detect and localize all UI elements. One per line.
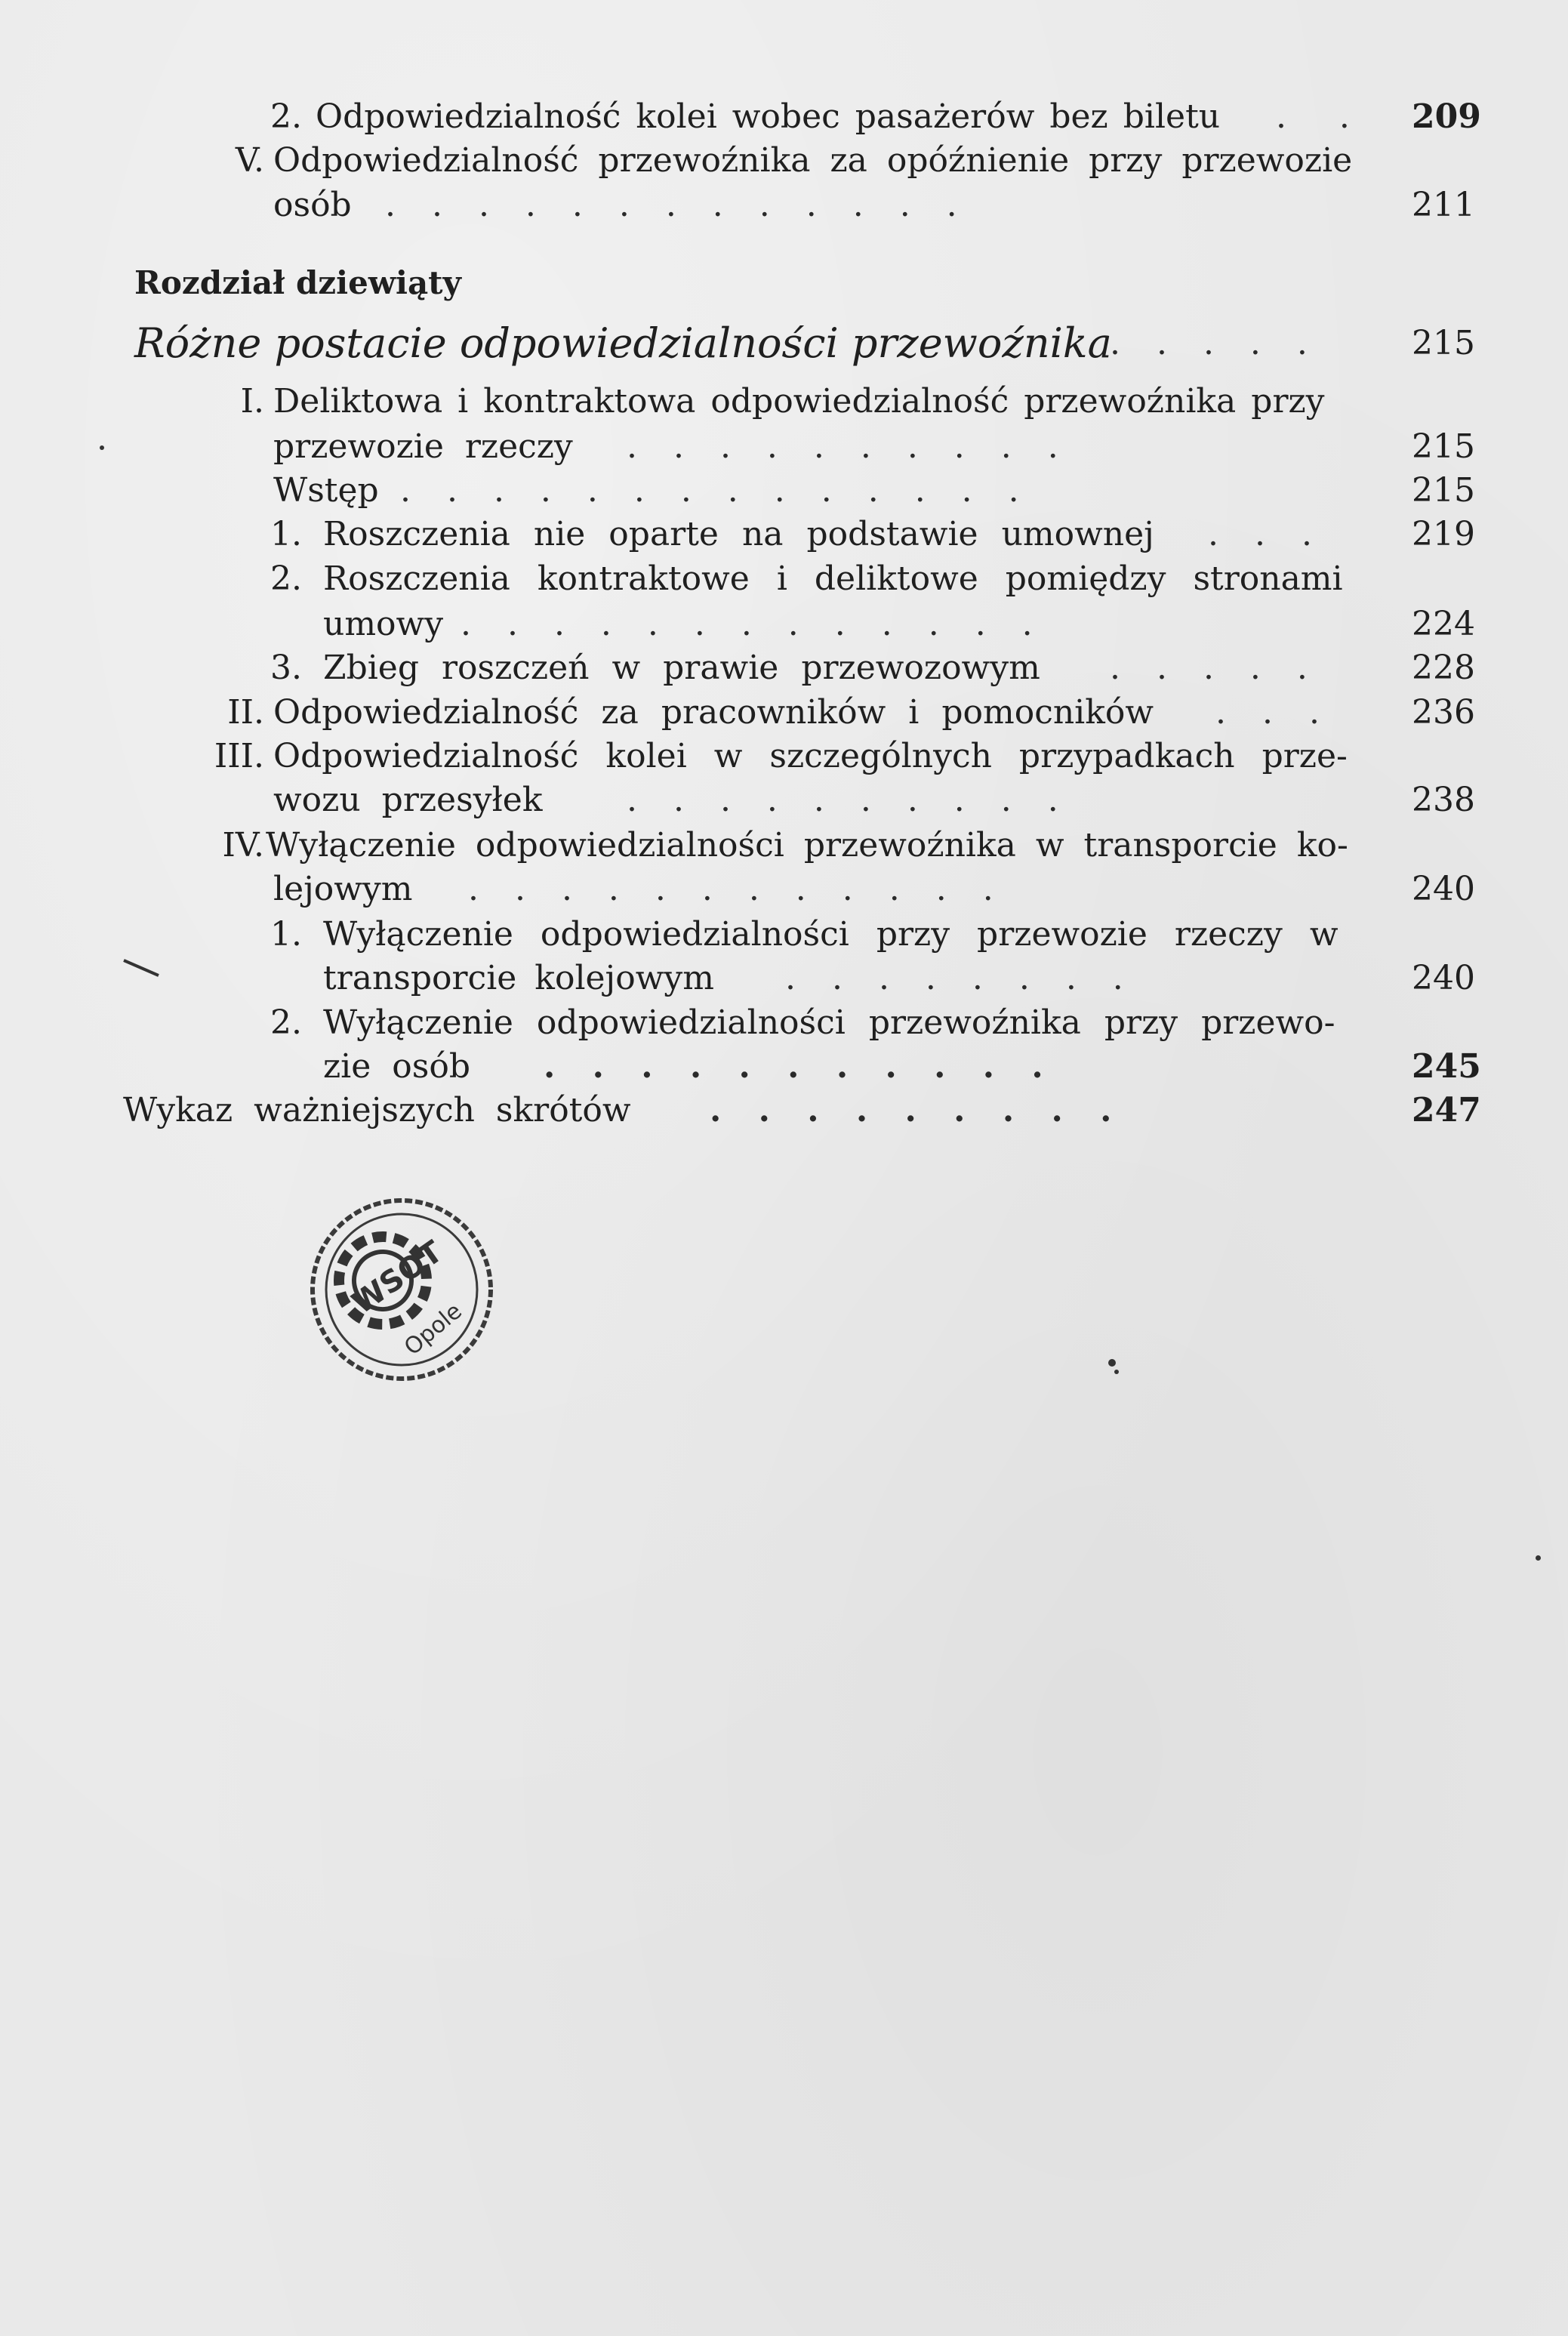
chapter-title: Różne postacie odpowiedzialności przewoźnika [134, 319, 1112, 367]
entry-text-continued: osób [273, 186, 352, 224]
entry-page: 236 [1412, 693, 1475, 732]
leader-dots: . . . . . [1110, 324, 1308, 362]
leader-dots: . . . . . . . . . . . . . . [400, 471, 1019, 510]
entry-text: Zbieg roszczeń w prawie przewozowym [323, 649, 1040, 687]
leader-dots: . . . . . . . . . . . . . [385, 186, 957, 224]
toc-entry [0, 690, 1568, 735]
entry-page: 215 [1412, 427, 1475, 466]
toc-entry [0, 1088, 1568, 1133]
leader-dots: . . . . . . . . . . . . [468, 870, 993, 908]
chapter-page-row [0, 321, 1568, 366]
toc-entry [0, 138, 1568, 183]
entry-page: 219 [1412, 515, 1475, 553]
entry-number: III. [214, 737, 264, 775]
paper-speck [1536, 1555, 1541, 1561]
toc-entry [0, 94, 1568, 140]
entry-page: 224 [1412, 605, 1475, 643]
chapter-label: Rozdział dziewiąty [134, 264, 461, 301]
entry-number: V. [235, 141, 264, 180]
toc-entry-continuation [0, 424, 1568, 470]
entry-text-continued: zie osób [323, 1047, 471, 1086]
entry-number: 2. [270, 97, 302, 136]
entry-text: Wstęp [273, 471, 379, 510]
chapter-page: 215 [1412, 324, 1475, 362]
toc-entry [0, 646, 1568, 691]
entry-text: Roszczenia nie oparte na podstawie umownej [323, 515, 1154, 553]
entry-text: Roszczenia kontraktowe i deliktowe pomiędzy stronami [323, 559, 1343, 598]
leader-dots: . . . . . . . . [785, 959, 1123, 997]
entry-text: Deliktowa i kontraktowa odpowiedzialność przewoźnika przy [273, 382, 1325, 421]
toc-entry [0, 379, 1568, 424]
paper-speck [1108, 1359, 1116, 1367]
toc-entry [0, 823, 1568, 868]
pencil-mark [121, 957, 166, 980]
toc-entry [0, 468, 1568, 513]
entry-text: Wyłączenie odpowiedzialności przewoźnika w transporcie ko- [266, 826, 1348, 864]
leader-dots: . . . [1215, 693, 1320, 732]
entry-number: 2. [270, 1003, 302, 1042]
stamp-text-bottom: Opole [399, 1298, 467, 1361]
leader-dots: . . . . . . . . . . . . . [461, 605, 1033, 643]
toc-entry-continuation [0, 956, 1568, 1001]
toc-entry [0, 512, 1568, 557]
entry-text-continued: wozu przesyłek [273, 781, 543, 819]
leader-dots: . . . . . . . . . . [627, 781, 1058, 819]
entry-page: 209 [1412, 97, 1481, 136]
leader-dots: . . . [1208, 515, 1312, 553]
entry-page: 211 [1412, 186, 1475, 224]
toc-entry-continuation [0, 867, 1568, 912]
entry-text-continued: umowy [323, 605, 444, 643]
entry-page: 245 [1412, 1047, 1481, 1086]
entry-text: Odpowiedzialność kolei wobec pasażerów bez biletu [316, 97, 1221, 136]
entry-number: II. [227, 693, 264, 732]
entry-text-continued: transporcie kolejowym [323, 959, 714, 997]
paper-speck [1114, 1370, 1119, 1374]
entry-number: 1. [270, 915, 302, 954]
entry-number: 2. [270, 559, 302, 598]
stamp-text-top: WSOT [346, 1234, 449, 1321]
entry-number: 3. [270, 649, 302, 687]
entry-page: 240 [1412, 870, 1475, 908]
entry-text: Odpowiedzialność kolei w szczególnych przypadkach prze- [273, 737, 1348, 775]
entry-text: Wyłączenie odpowiedzialności przy przewozie rzeczy w [323, 915, 1338, 954]
entry-page: 228 [1412, 649, 1475, 687]
leader-dots: . . [1276, 97, 1350, 136]
entry-text: Odpowiedzialność przewoźnika za opóźnienie przy przewozie [273, 141, 1353, 180]
leader-dots: . . . . . . . . . [710, 1091, 1112, 1129]
entry-text-continued: lejowym [273, 870, 413, 908]
library-stamp [303, 1191, 500, 1388]
toc-entry [0, 912, 1568, 957]
entry-page: 215 [1412, 471, 1475, 510]
leader-dots: . . . . . . . . . . . [544, 1047, 1043, 1086]
entry-number: IV. [222, 826, 264, 864]
toc-entry-continuation [0, 183, 1568, 228]
entry-text: Wykaz ważniejszych skrótów [123, 1091, 631, 1129]
toc-entry-continuation [0, 1044, 1568, 1089]
entry-page: 238 [1412, 781, 1475, 819]
entry-page: 247 [1412, 1091, 1481, 1129]
leader-dots: . . . . . [1110, 649, 1308, 687]
toc-entry [0, 556, 1568, 602]
entry-number: I. [240, 382, 264, 421]
toc-entry [0, 1000, 1568, 1046]
paper-speck [100, 445, 104, 450]
entry-text: Odpowiedzialność za pracowników i pomocników [273, 693, 1154, 732]
entry-text: Wyłączenie odpowiedzialności przewoźnika przy przewo- [323, 1003, 1335, 1042]
toc-entry [0, 734, 1568, 779]
toc-entry-continuation [0, 602, 1568, 647]
entry-text-continued: przewozie rzeczy [273, 427, 573, 466]
leader-dots: . . . . . . . . . . [627, 427, 1058, 466]
toc-entry-continuation [0, 778, 1568, 823]
entry-number: 1. [270, 515, 302, 553]
entry-page: 240 [1412, 959, 1475, 997]
